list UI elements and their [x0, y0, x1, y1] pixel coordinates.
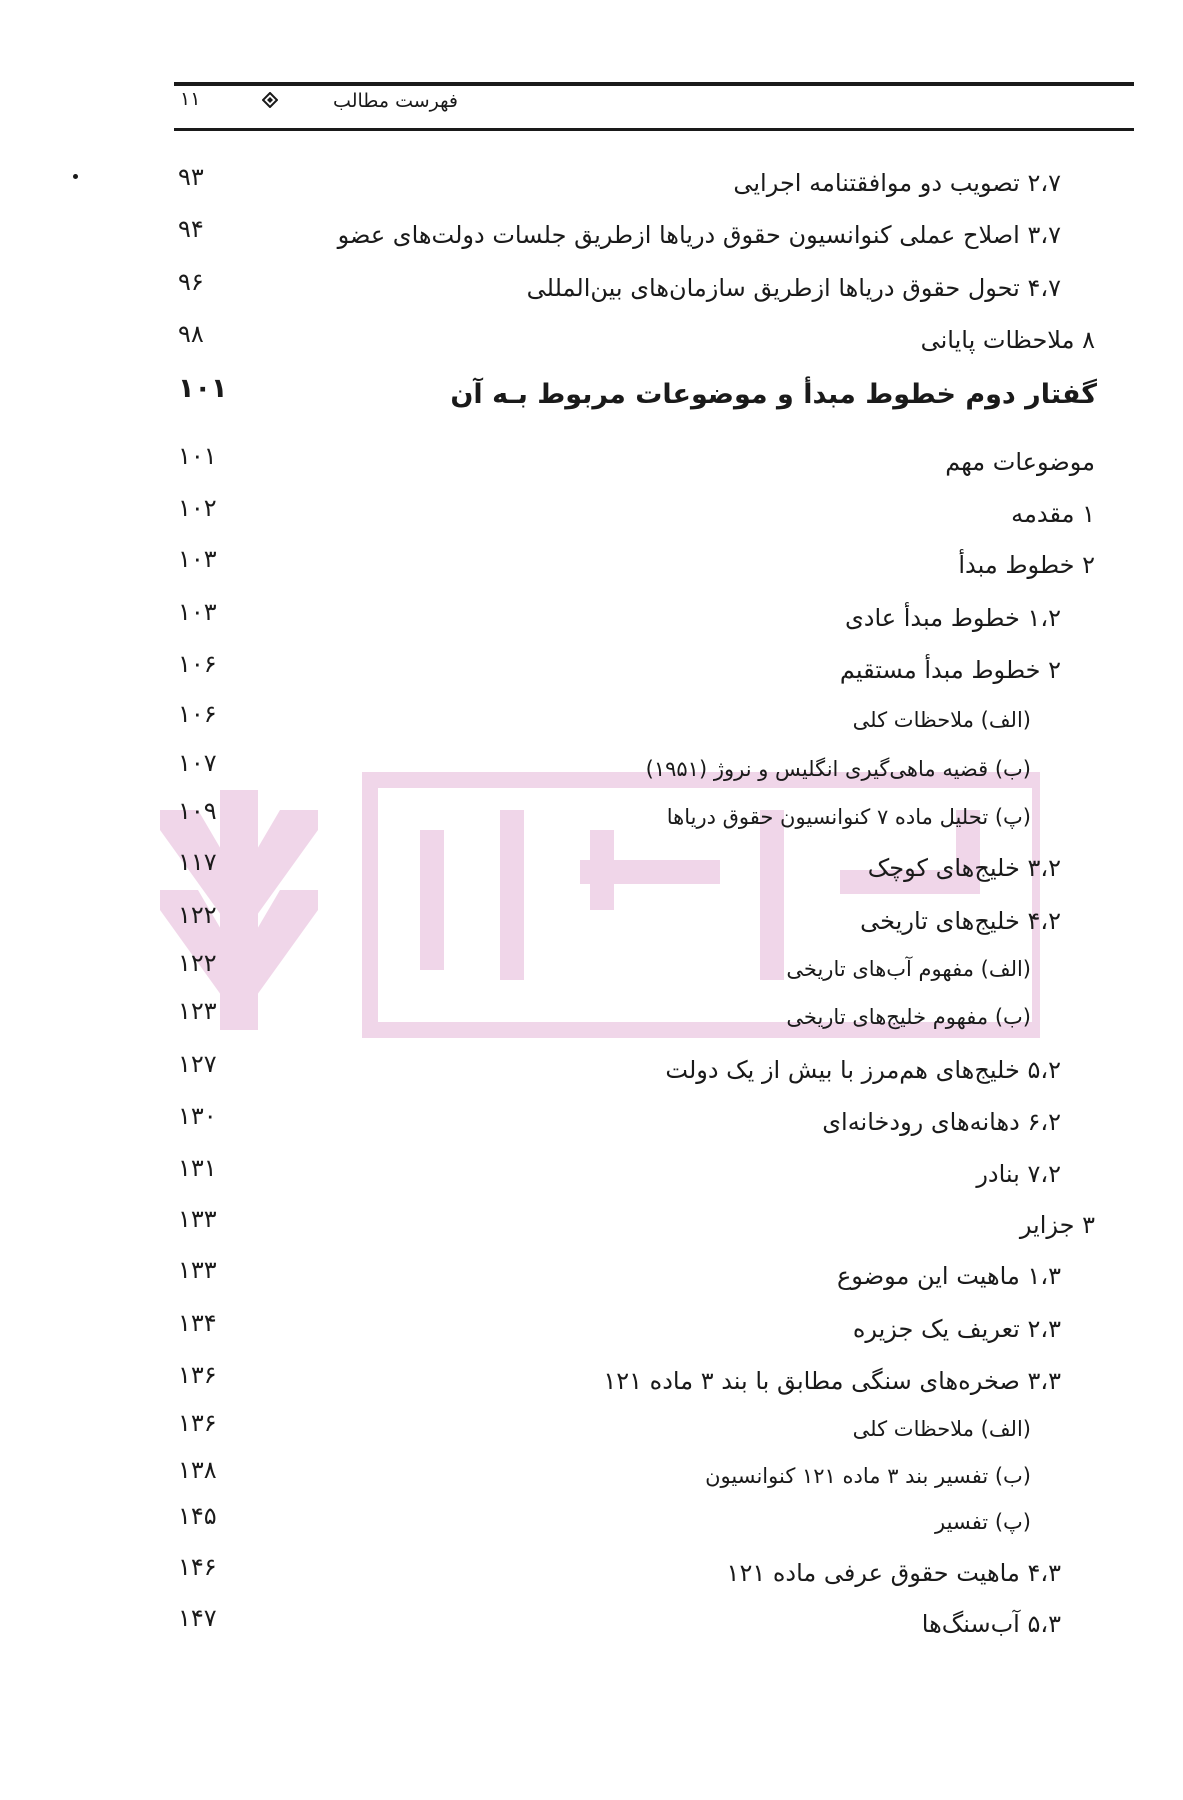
toc-entry	[160, 1502, 1183, 1545]
margin-dot	[73, 174, 78, 179]
toc-entry-page: ۱۰۷	[178, 749, 217, 777]
toc-entry-page: ۱۲۲	[178, 949, 217, 977]
toc-entry-page: ۹۳	[178, 163, 204, 191]
toc-entry-page: ۱۲۷	[178, 1050, 217, 1078]
toc-entry-page: ۱۰۳	[178, 545, 217, 573]
toc-entry	[160, 494, 1183, 537]
toc-entry-title: ۳،۲ خلیج‌های کوچک	[867, 854, 1061, 882]
toc-entry	[160, 848, 1183, 891]
toc-entry-title: ۴،۷ تحول حقوق دریاها ازطریق سازمان‌های بین‌المللی	[526, 274, 1061, 302]
toc-entry	[160, 650, 1183, 693]
toc-entry-page: ۱۰۲	[178, 494, 217, 522]
toc-entry-title: ۴،۳ ماهیت حقوق عرفی ماده ۱۲۱	[726, 1559, 1061, 1587]
toc-entry	[160, 700, 1183, 743]
toc-entry	[160, 1050, 1183, 1093]
toc-entry-title: ۳،۷ اصلاح عملی کنوانسیون حقوق دریاها ازطریق جلسات دولت‌های عضو	[337, 221, 1061, 249]
toc-entry	[160, 545, 1183, 588]
toc-entry	[160, 997, 1183, 1040]
toc-entry-title: (ب) مفهوم خلیج‌های تاریخی	[786, 1005, 1031, 1029]
toc-entry-title: (الف) ملاحظات کلی	[852, 708, 1031, 732]
toc-entry-title: ۲،۳ تعریف یک جزیره	[852, 1315, 1061, 1343]
toc-entry-page: ۱۰۱	[178, 373, 228, 404]
toc-entry	[160, 1102, 1183, 1145]
toc-entry	[160, 442, 1183, 485]
toc-entry-page: ۹۴	[178, 215, 204, 243]
toc-entry	[160, 949, 1183, 992]
toc-entry-title: (ب) قضیه ماهی‌گیری انگلیس و نروژ (۱۹۵۱)	[645, 757, 1031, 781]
toc-entry-title: گفتار دوم خطوط مبدأ و موضوعات مربوط بـه آن	[450, 379, 1097, 410]
toc-entry-title: ۱،۳ ماهیت این موضوع	[836, 1262, 1061, 1290]
toc-entry-page: ۱۱۷	[178, 848, 217, 876]
header-title: فهرست مطالب	[333, 90, 458, 112]
toc-entry-page: ۱۴۷	[178, 1604, 217, 1632]
header-top-rule	[174, 82, 1134, 86]
toc-entry-page: ۱۳۶	[178, 1409, 217, 1437]
toc-entry-page: ۱۰۳	[178, 598, 217, 626]
toc-entry-page: ۱۲۲	[178, 901, 217, 929]
toc-entry-title: ۲ خطوط مبدأ مستقیم	[839, 656, 1061, 684]
toc-entry-title: ۷،۲ بنادر	[976, 1160, 1061, 1188]
header-bottom-rule	[174, 128, 1134, 131]
toc-entry-page: ۹۸	[178, 320, 204, 348]
toc-entry-title: ۳،۳ صخره‌های سنگی مطابق با بند ۳ ماده ۱۲۱	[603, 1367, 1061, 1395]
toc-entry-page: ۱۳۶	[178, 1361, 217, 1389]
toc-entry	[160, 373, 1183, 418]
toc-entry-title: ۶،۲ دهانه‌های رودخانه‌ای	[822, 1108, 1061, 1136]
toc-entry-title: ۵،۲ خلیج‌های هم‌مرز با بیش از یک دولت	[665, 1056, 1061, 1084]
toc-entry-title: ۲ خطوط مبدأ	[958, 551, 1095, 579]
toc-entry-title: (پ) تحلیل ماده ۷ کنوانسیون حقوق دریاها	[666, 805, 1031, 829]
toc-entry	[160, 1361, 1183, 1404]
toc-entry	[160, 320, 1183, 363]
toc-entry-title: موضوعات مهم	[945, 448, 1095, 476]
toc-entry	[160, 1256, 1183, 1299]
toc-entry-title: ۸ ملاحظات پایانی	[920, 326, 1095, 354]
toc-entry-title: ۴،۲ خلیج‌های تاریخی	[860, 907, 1061, 935]
toc-entry	[160, 268, 1183, 311]
toc-entry-page: ۱۰۱	[178, 442, 217, 470]
toc-entry-page: ۱۰۶	[178, 700, 217, 728]
toc-entry	[160, 1409, 1183, 1452]
toc-entry	[160, 1456, 1183, 1499]
toc-entry-title: ۵،۳ آب‌سنگ‌ها	[921, 1610, 1061, 1638]
toc-entry	[160, 1604, 1183, 1647]
toc-entry	[160, 215, 1183, 258]
toc-entry-title: (ب) تفسیر بند ۳ ماده ۱۲۱ کنوانسیون	[705, 1464, 1031, 1488]
toc-entry	[160, 797, 1183, 840]
toc-entry-title: ۱ مقدمه	[1011, 500, 1095, 528]
toc-entry-page: ۹۶	[178, 268, 204, 296]
toc-entry-title: (الف) ملاحظات کلی	[852, 1417, 1031, 1441]
toc-entry	[160, 163, 1183, 206]
toc-entry-title: (الف) مفهوم آب‌های تاریخی	[786, 957, 1031, 981]
toc-entry-page: ۱۰۹	[178, 797, 217, 825]
toc-entry-title: ۱،۲ خطوط مبدأ عادی	[844, 604, 1061, 632]
toc-entry-title: ۲،۷ تصویب دو موافقتنامه اجرایی	[733, 169, 1061, 197]
toc-entry-page: ۱۲۳	[178, 997, 217, 1025]
toc-entry-page: ۱۴۶	[178, 1553, 217, 1581]
toc-entry	[160, 1553, 1183, 1596]
toc-entry-page: ۱۳۳	[178, 1256, 217, 1284]
toc-entry-page: ۱۳۰	[178, 1102, 217, 1130]
header-page-number: ۱۱	[180, 88, 201, 110]
toc-entry	[160, 749, 1183, 792]
toc-entry-page: ۱۳۸	[178, 1456, 217, 1484]
toc-entry-title: (پ) تفسیر	[935, 1510, 1031, 1534]
toc-entry	[160, 598, 1183, 641]
toc-entry-page: ۱۳۱	[178, 1154, 217, 1182]
toc-entry	[160, 1205, 1183, 1248]
toc-entry	[160, 901, 1183, 944]
toc-entry-page: ۱۴۵	[178, 1502, 217, 1530]
diamond-ornament-icon	[262, 92, 278, 108]
toc-entry-title: ۳ جزایر	[1019, 1211, 1095, 1239]
toc-entry	[160, 1154, 1183, 1197]
toc-entry-page: ۱۳۴	[178, 1309, 217, 1337]
toc-entry-page: ۱۰۶	[178, 650, 217, 678]
toc-entry-page: ۱۳۳	[178, 1205, 217, 1233]
toc-entry	[160, 1309, 1183, 1352]
